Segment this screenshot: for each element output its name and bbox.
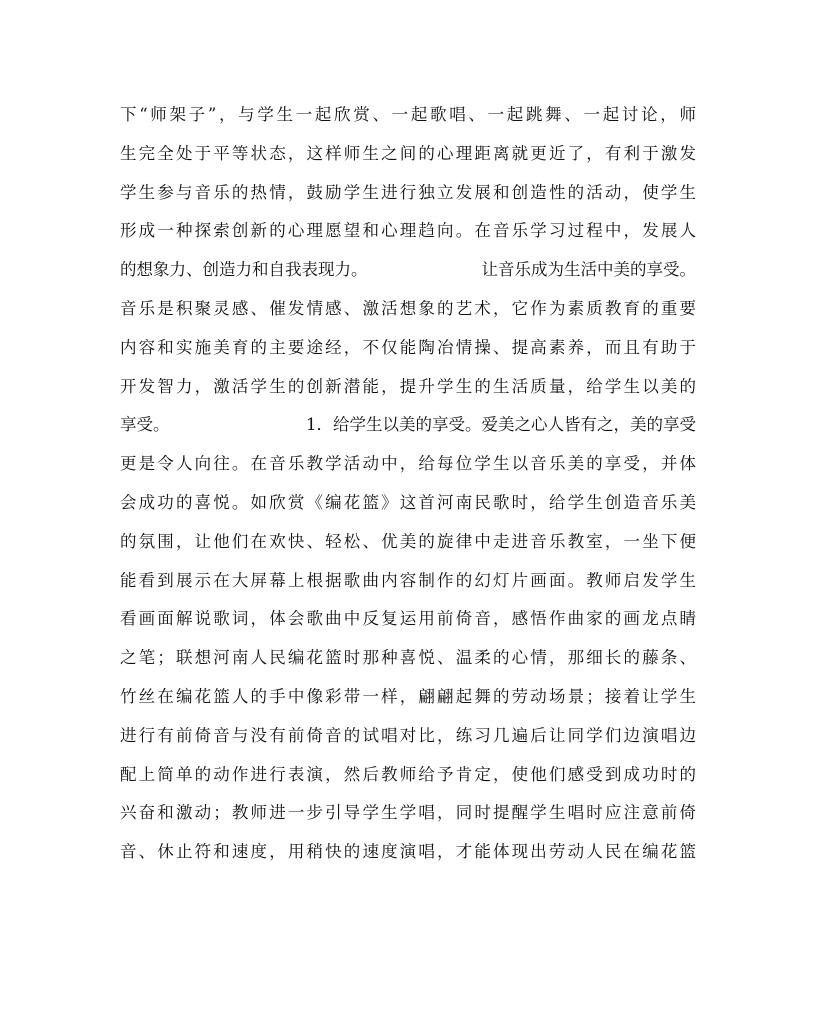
body-text xyxy=(120,96,699,872)
text-line xyxy=(120,251,696,290)
text-segment: 看画面解说歌词，体会歌曲中反复运用前倚音，感悟作曲家的画龙点睛 xyxy=(120,609,699,629)
text-segment: 的想象力、创造力和自我表现力。 xyxy=(120,260,368,280)
text-line xyxy=(120,562,699,601)
text-segment: 会成功的喜悦。如欣赏《编花篮》这首河南民歌时，给学生创造音乐美 xyxy=(120,492,699,512)
text-line xyxy=(120,678,699,717)
text-line xyxy=(120,290,699,329)
text-line xyxy=(120,135,699,174)
text-line xyxy=(120,523,699,562)
section-heading: 让音乐成为生活中美的享受。 xyxy=(481,260,696,280)
text-segment: 竹丝在编花篮人的手中像彩带一样，翩翩起舞的劳动场景；接着让学生 xyxy=(120,686,699,706)
text-line xyxy=(120,174,699,213)
text-line xyxy=(120,639,699,678)
numbered-point: 1．给学生以美的享受。爱美之心人皆有之，美的享受 xyxy=(306,415,696,435)
text-line xyxy=(120,794,699,833)
text-line xyxy=(120,329,699,368)
text-line xyxy=(120,600,699,639)
text-segment: 进行有前倚音与没有前倚音的试唱对比，练习几遍后让同学们边演唱边 xyxy=(120,725,699,745)
text-segment: 开发智力，激活学生的创新潜能，提升学生的生活质量，给学生以美的 xyxy=(120,376,699,396)
text-line xyxy=(120,756,699,795)
text-segment: 更是令人向往。在音乐教学活动中，给每位学生以音乐美的享受，并体 xyxy=(120,454,699,474)
text-line xyxy=(120,717,699,756)
text-line xyxy=(120,406,696,445)
text-segment: 生完全处于平等状态，这样师生之间的心理距离就更近了，有利于激发 xyxy=(120,143,699,163)
text-segment: 享受。 xyxy=(120,415,170,435)
text-segment: 兴奋和激动；教师进一步引导学生学唱，同时提醒学生唱时应注意前倚 xyxy=(120,803,699,823)
text-line xyxy=(120,212,699,251)
text-segment: 的氛围，让他们在欢快、轻松、优美的旋律中走进音乐教室，一坐下便 xyxy=(120,531,699,551)
text-segment: 能看到展示在大屏幕上根据歌曲内容制作的幻灯片画面。教师启发学生 xyxy=(120,570,699,590)
text-line xyxy=(120,368,699,407)
text-line xyxy=(120,484,699,523)
text-segment: 配上简单的动作进行表演，然后教师给予肯定，使他们感受到成功时的 xyxy=(120,764,699,784)
text-line xyxy=(120,445,699,484)
text-segment: 音、休止符和速度，用稍快的速度演唱，才能体现出劳动人民在编花篮 xyxy=(120,842,699,862)
text-line xyxy=(120,833,699,872)
text-segment: 内容和实施美育的主要途经，不仅能陶冶情操、提高素养，而且有助于 xyxy=(120,337,699,357)
text-segment: 学生参与音乐的热情，鼓励学生进行独立发展和创造性的活动，使学生 xyxy=(120,182,699,202)
text-segment: 形成一种探索创新的心理愿望和心理趋向。在音乐学习过程中，发展人 xyxy=(120,221,699,241)
text-segment: 音乐是积聚灵感、催发情感、激活想象的艺术，它作为素质教育的重要 xyxy=(120,298,699,318)
text-segment: 之笔；联想河南人民编花篮时那种喜悦、温柔的心情，那细长的藤条、 xyxy=(120,648,699,668)
text-line xyxy=(120,96,699,135)
text-segment: 下“师架子”，与学生一起欣赏、一起歌唱、一起跳舞、一起讨论，师 xyxy=(120,105,699,124)
